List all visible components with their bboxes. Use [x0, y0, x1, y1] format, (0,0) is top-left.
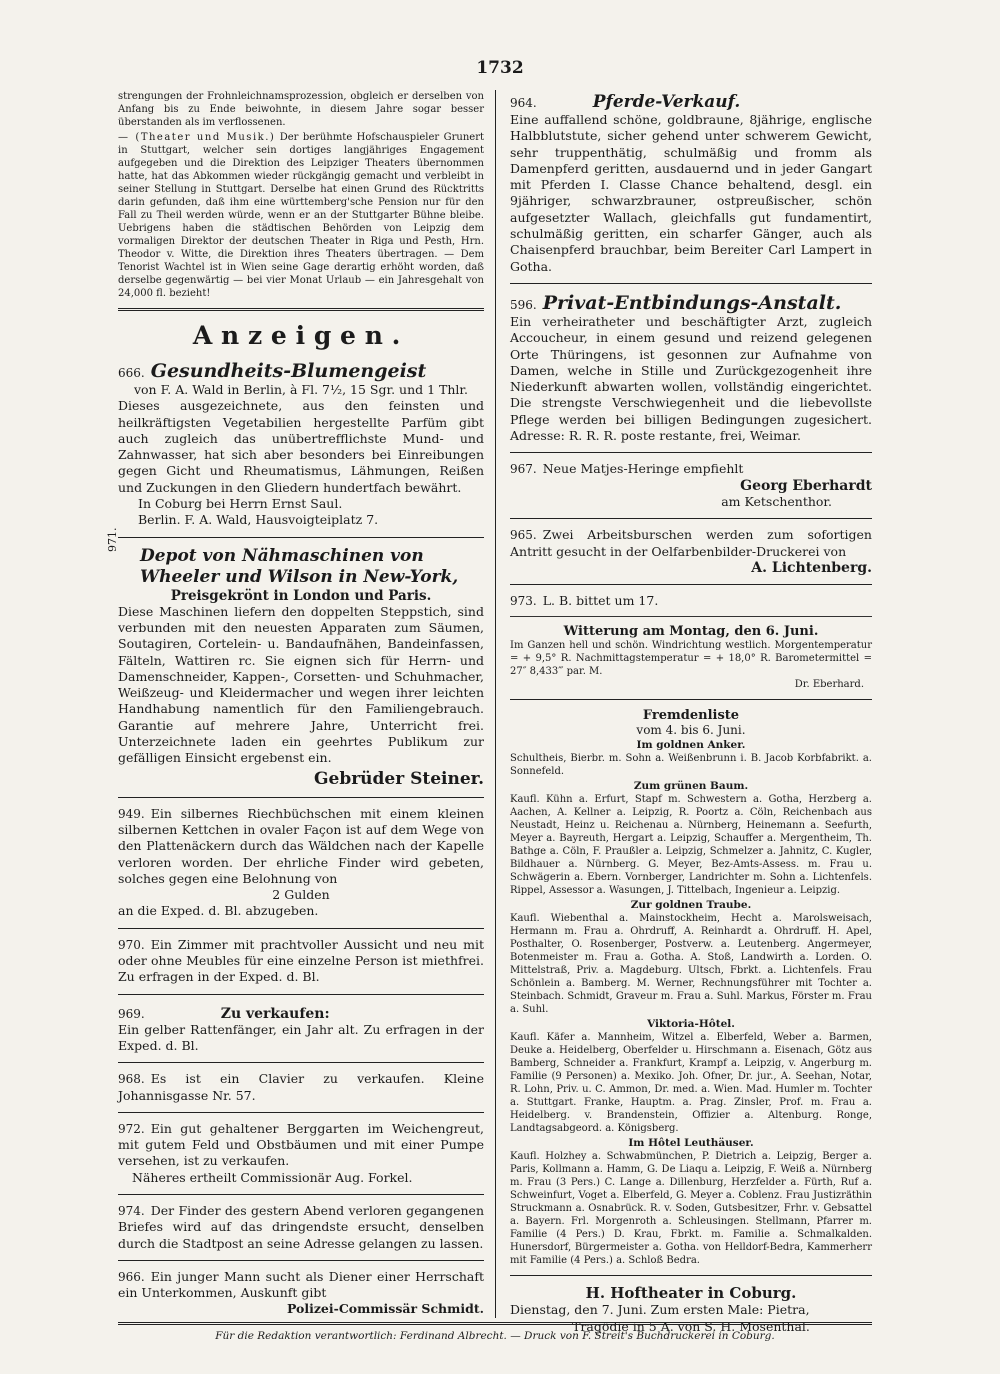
ad-949 — [118, 804, 484, 922]
ad-rule — [118, 1112, 484, 1113]
ad-number: 970. — [118, 937, 145, 952]
ad-title: Gesundheits-Blumengeist — [150, 360, 427, 382]
ad-amount: 2 Gulden — [272, 887, 330, 903]
ad-signer: Polizei-Commissär Schmidt. — [286, 1301, 484, 1317]
ad-signer: Georg Eberhardt — [740, 477, 872, 494]
weather-text: Im Ganzen hell und schön. Windrichtung westlich. Morgentemperatur = + 9,5° R. Nachmittagstemperatur = + 18,0° R. Barometermittel = 27″ 8,433‴ par. M. — [510, 640, 872, 678]
ad-text: Dieses ausgezeichnete, aus den feinsten und heilkräftigsten Vegetabilien hergestellte Parfüm gibt auch zugleich das unübertrefflichste Mund- und Zahnwasser, hat sich aber besonders bei Einreibungen gegen Gicht und Rheumatismus, Lähmungen, Reißen und Zuckungen in den Gliedern hundertfach bewährt. — [118, 398, 484, 495]
ad-964 — [510, 90, 872, 277]
section-rule — [510, 699, 872, 700]
ad-text: Eine auffallend schöne, goldbraune, 8jährige, englische Halbblutstute, sicher gehend unter schwerem Gewicht, sehr truppenthätig, schulmäßig und fromm als Damenpferd geritten, ausdauernd und in jeder Gangart mit Pferden I. Classe Chance behaltend, desgl. ein 9jähriger, schwarzbrauner, ostpreußischer, schön aufgesetzter Wallach, gleichfalls gut fundamentirt, schulmäßig geritten, ein scharfer Gänger, auch als Chaisenpferd brauchbar, beim Bereiter Carl Lampert in Gotha. — [510, 112, 872, 274]
hotel-guests: Kaufl. Käfer a. Mannheim, Witzel a. Elberfeld, Weber a. Barmen, Deuke a. Heidelberg, Oberfelder u. Hirschmann a. Eisenach, Götz aus Bamberg, Schneider a. Frankfurt, Krampf a. Leipzig, v. Angerburg m. Familie (9 Personen) a. Mexiko. Joh. Ofner, Dr. jur., A. Seehan, Notar, R. Lohn, Priv. u. C. Ammon, Dr. med. a. Wien. Mad. Humler m. Tochter a. Stuttgart. Franke, Hauptm. a. Prag. Zinsler, Prof. m. Frau a. Heidelberg. v. Brandenstein, Offizier a. Altenburg. Ronge, Landtagsabgeord. a. Königsberg. — [510, 1032, 872, 1135]
ad-place: am Ketschenthor. — [721, 493, 832, 509]
ad-title: Privat-Entbindungs-Anstalt. — [542, 291, 842, 314]
ad-title: Pferde-Verkauf. — [592, 92, 741, 112]
ad-966 — [118, 1267, 484, 1320]
left-column — [106, 90, 484, 1320]
ad-rule — [118, 537, 484, 538]
hoftheater-line2: Tragödie in 5 A. von S. H. Mosenthal. — [572, 1318, 810, 1334]
ad-text: Ein gelber Rattenfänger, ein Jahr alt. Zu erfragen in der Exped. d. Bl. — [118, 1021, 484, 1053]
ad-number: 969. — [118, 1006, 145, 1021]
ad-title: Depot von Nähmaschinen von Wheeler und Wilson in New-York, — [140, 545, 459, 587]
weather-report — [510, 622, 872, 693]
hotel-name: Zum grünen Baum. — [633, 780, 749, 793]
ad-text: Ein verheiratheter und beschäftigter Arzt, zugleich Accoucheur, in einem gesund und reizend gelegenen Orte Thüringens, ist gesonnen zur Aufnahme von Damen, welche in Stille und Zurückgezogenheit ihre Niederkunft abwarten wollen, vollständig eingerichtet. Die strengste Verschwiegenheit und die liebevollste Pflege werden bei billigen Bedingungen zugesichert. Adresse: R. R. R. poste restante, frei, Weimar. — [510, 313, 872, 444]
theater-heading: — (Theater und Musik.) — [118, 132, 276, 143]
ad-596 — [510, 290, 872, 446]
ad-text: Es ist ein Clavier zu verkaufen. Kleine Johannisgasse Nr. 57. — [118, 1071, 484, 1103]
ad-rule — [118, 1194, 484, 1195]
hotel-name: Zur goldnen Traube. — [630, 899, 752, 912]
ad-number: 967. — [510, 462, 537, 477]
section-rule — [510, 1275, 872, 1276]
ad-number: 666. — [118, 366, 145, 380]
ad-text: Ein Zimmer mit prachtvoller Aussicht und neu mit oder ohne Meubles für eine einzelne Person ist miethfrei. Zu erfragen in der Exped. d. Bl. — [118, 936, 484, 985]
hotel-guests: Kaufl. Wiebenthal a. Mainstockheim, Hecht a. Marolsweisach, Hermann m. Frau a. Ohrdruff, A. Reinhardt a. Ohrdruff. H. Apel, Posthalter, O. Rosenberger, Postverw. a. Leutenberg. Angermeyer, Botenmeister m. Frau a. Gotha. A. Stoß, Landwirth a. Lorden. O. Mittelstraß, Priv. a. Magdeburg. Ultsch, Fbrkt. a. Lichtenfels. Frau Schönlein a. Bamberg. M. Werner, Rechnungsführer mit Tochter a. Steinbach. Schmidt, Graveur m. Frau a. Suhl. Markus, Förster m. Frau a. Suhl. — [510, 913, 872, 1016]
weather-signer: Dr. Eberhard. — [794, 679, 864, 691]
ad-number: 971. — [106, 527, 119, 552]
fremdenliste — [510, 706, 872, 1269]
ad-rule — [510, 616, 872, 617]
ad-number: 965. — [510, 528, 537, 543]
section-rule — [118, 308, 484, 311]
ad-subtitle: Preisgekrönt in London und Paris. — [170, 587, 432, 604]
hoftheater — [510, 1282, 872, 1337]
ad-number: 974. — [118, 1203, 145, 1218]
ad-text: L. B. bittet um 17. — [542, 593, 659, 609]
ad-rule — [510, 283, 872, 284]
hoftheater-title: H. Hoftheater in Coburg. — [585, 1284, 797, 1303]
hotel-name: Im goldnen Anker. — [636, 739, 746, 752]
hotel-guests: Schultheis, Bierbr. m. Sohn a. Weißenbrunn i. B. Jacob Korbfabrikt. a. Sonnefeld. — [510, 753, 872, 778]
ad-number: 966. — [118, 1269, 145, 1284]
ad-rule — [118, 1260, 484, 1261]
ad-tail: an die Exped. d. Bl. abzugeben. — [118, 903, 319, 919]
footer-rule — [118, 1322, 872, 1325]
hoftheater-line1: Dienstag, den 7. Juni. Zum ersten Male: Pietra, — [510, 1302, 810, 1318]
ad-number: 596. — [510, 297, 537, 312]
column-divider — [495, 90, 496, 1318]
ad-berlin: Berlin. F. A. Wald, Hausvoigteiplatz 7. — [138, 512, 379, 528]
ad-rule — [510, 584, 872, 585]
ad-967 — [510, 459, 872, 512]
ad-coburg: In Coburg bei Herrn Ernst Saul. — [138, 496, 343, 512]
ad-text: Zwei Arbeitsburschen werden zum sofortigen Antritt gesucht in der Oelfarbenbilder-Druckerei von — [510, 527, 872, 559]
hotel-guests: Kaufl. Kühn a. Erfurt, Stapf m. Schwestern a. Gotha, Herzberg a. Aachen, A. Kellner a. Leipzig, R. Poortz a. Cöln, Reichenbach aus Neustadt, Heinz u. Reichenau a. Nürnberg, Heinemann a. Seefurth, Meyer a. Bayreuth, Hergart a. Leipzig, Schauffer a. Mergentheim, Th. Bathge a. Cöln, F. Praußler a. Leipzig, Schmelzer a. Jahnitz, C. Kugler, Bildhauer a. Nürnberg. G. Meyer, Bez-Amts-Assess. m. Frau u. Schwägerin a. Ebern. Vornberger, Landrichter m. Sohn a. Lichtenfels. Rippel, Assessor a. Wasungen, J. Tittelbach, Ingenieur a. Leipzig. — [510, 794, 872, 897]
right-column — [510, 90, 872, 1337]
ad-number: 972. — [118, 1121, 145, 1136]
ad-number: 949. — [118, 806, 145, 821]
ad-666 — [118, 358, 484, 531]
ad-970 — [118, 935, 484, 988]
ad-973 — [510, 591, 872, 611]
ad-text: Neue Matjes-Heringe empfiehlt — [542, 461, 744, 477]
ad-contact: Näheres ertheilt Commissionär Aug. Forkel. — [132, 1169, 413, 1185]
ad-text: Der Finder des gestern Abend verloren gegangenen Briefes wird auf das dringendste ersucht, denselben durch die Stadtpost an seine Adresse gelangen zu lassen. — [118, 1202, 484, 1251]
anzeigen-heading: Anzeigen. — [192, 321, 410, 350]
hotel-guests: Kaufl. Holzhey a. Schwabmünchen, P. Dietrich a. Leipzig, Berger a. Paris, Kollmann a. Hamm, G. De Liaqu a. Leipzig, F. Weiß a. Nürnberg m. Frau (3 Pers.) C. Lange a. Dillenburg, Herzfelder a. Fürth, Ruf a. Schweinfurt, Voget a. Elberfeld, G. Meyer a. Coblenz. Frau Justizräthin Struckmann a. Osnabrück. R. v. Soden, Gutsbesitzer, Frhr. v. Gebsattel a. Bayern. Frl. Morgenroth a. Schleusingen. Stellmann, Pfarrer m. Familie (4 Pers.) D. Krau, Fbrkt. m. Familie a. Schmalkalden. Hunersdorf, Bürgermeister a. Gotha. von Helldorf-Bedra, Kammerherr mit Familie (4 Pers.) a. Schloß Bedra. — [510, 1151, 872, 1267]
ad-rule — [118, 1062, 484, 1063]
footer-imprint: Für die Redaktion verantwortlich: Ferdinand Albrecht. — Druck von F. Streit's Buchdruckerei in Coburg. — [215, 1330, 775, 1342]
ad-968 — [118, 1069, 484, 1106]
ad-number: 968. — [118, 1072, 145, 1087]
ad-text: Ein junger Mann sucht als Diener einer Herrschaft ein Unterkommen, Auskunft gibt — [118, 1268, 484, 1301]
ad-rule — [510, 452, 872, 453]
hotel-name: Im Hôtel Leuthäuser. — [628, 1137, 754, 1150]
ad-text: Diese Maschinen liefern den doppelten Steppstich, sind verbunden mit den neuesten Apparaten zum Säumen, Soutagiren, Cortelein- u. Bandaufnähen, Bandeinfassen, Fälteln, Wattiren rc. Sie eignen sich für Herrn- und Damenschneider, Kappen-, Corsetten- und Schuhmacher, Weißzeug- und Kleidermacher und wegen ihrer leichten Handhabung namentlich für den Familiengebrauch. Garantie auf mehrere Jahre, Unterricht frei. Unterzeichnete laden ein geehrtes Publikum zur gefälligen Einsicht ergebenst ein. — [118, 603, 484, 766]
weather-title: Witterung am Montag, den 6. Juni. — [563, 624, 819, 640]
ad-signer: A. Lichtenberg. — [751, 559, 872, 576]
ad-rule — [510, 518, 872, 519]
ad-rule — [118, 928, 484, 929]
news-continuation: strengungen der Frohnleichnamsprozession, obgleich er derselben von Anfang bis zu Ende beiwohnte, in diesem Jahre sogar besser überstanden als im verflossenen. — [118, 91, 484, 128]
ad-by: von F. A. Wald in Berlin, à Fl. 7½, 15 Sgr. und 1 Thlr. — [133, 382, 469, 397]
fremdenliste-title: Fremdenliste — [642, 708, 740, 724]
ad-number: 973. — [510, 594, 537, 609]
ad-text: Ein silbernes Riechbüchschen mit einem kleinen silbernen Kettchen in ovaler Façon ist auf dem Wege von den Plattenäckern durch das Wäldchen nach der Kapelle verloren worden. Der ehrliche Finder wird gebeten, solches gegen eine Belohnung von — [118, 805, 484, 886]
fremdenliste-dates: vom 4. bis 6. Juni. — [636, 723, 746, 738]
ad-974 — [118, 1201, 484, 1254]
ad-965 — [510, 525, 872, 578]
ad-rule — [118, 797, 484, 798]
ad-969 — [118, 1001, 484, 1057]
ad-signer: Gebrüder Steiner. — [313, 768, 484, 789]
page-number: 1732 — [476, 58, 524, 78]
ad-number: 964. — [510, 96, 537, 110]
ad-972 — [118, 1119, 484, 1188]
ad-971 — [106, 527, 484, 791]
ad-text: Ein gut gehaltener Berggarten im Weichengreut, mit gutem Feld und Obstbäumen und mit einer Pumpe versehen, ist zu verkaufen. — [118, 1120, 484, 1169]
theater-text: Der berühmte Hofschauspieler Grunert in Stuttgart, welcher sein dortiges langjähriges Engagement aufgegeben und die Direktion des Leipziger Theaters übernommen hatte, hat das Abkommen wieder rückgängig gemacht und verbleibt in seiner Stellung in Stuttgart. Derselbe hat einen Grund des Rücktritts darin gefunden, daß ihm eine württemberg'sche Pension nur für den Fall zu Theil werden würde, wenn er an der Stuttgarter Bühne bleibe. Uebrigens haben die städtischen Behörden von Leipzig dem vormaligen Direktor der deutschen Theater in Riga und Pesth, Hrn. Theodor v. Witte, die Direktion ihres Theaters übertragen. — Dem Tenorist Wachtel ist in Wien seine Gage derartig erhöht worden, daß derselbe gegenwärtig — bei vier Monat Urlaub — ein Jahresgehalt von 24,000 fl. bezieht! — [118, 132, 484, 299]
ad-title: Zu verkaufen: — [220, 1005, 330, 1022]
theater-news — [118, 131, 484, 300]
ad-rule — [118, 994, 484, 995]
hotel-name: Viktoria-Hôtel. — [647, 1018, 735, 1031]
